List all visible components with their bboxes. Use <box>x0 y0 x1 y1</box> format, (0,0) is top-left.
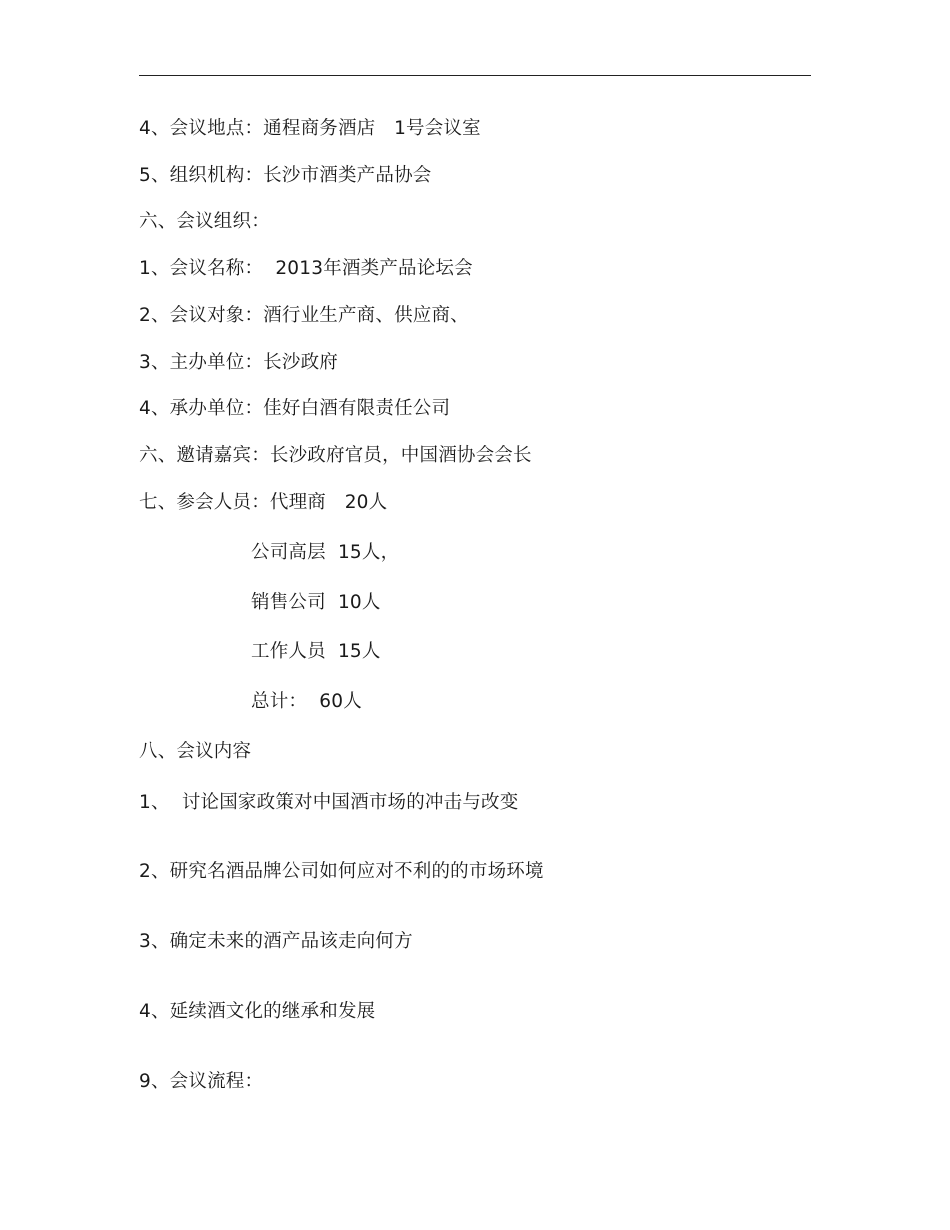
section-meeting-process: 9、会议流程： <box>139 1071 264 1092</box>
organizing-unit: 4、承办单位：佳好白酒有限责任公司 <box>139 398 451 419</box>
content-item-2: 2、研究名酒品牌公司如何应对不利的的市场环境 <box>139 861 544 882</box>
content-item-4: 4、延续酒文化的继承和发展 <box>139 1001 376 1022</box>
content-item-1: 1、 讨论国家政策对中国酒市场的冲击与改变 <box>139 792 519 813</box>
section-meeting-organization: 六、会议组织： <box>139 211 270 232</box>
attendees-executives: 公司高层 15人， <box>251 542 400 563</box>
attendees-staff: 工作人员 15人 <box>251 641 381 662</box>
attendees-total: 总计： 60人 <box>251 691 362 712</box>
meeting-audience: 2、会议对象：酒行业生产商、供应商、 <box>139 305 469 326</box>
meeting-location: 4、会议地点：通程商务酒店 1号会议室 <box>139 118 481 139</box>
section-meeting-content: 八、会议内容 <box>139 741 252 762</box>
attendees-sales: 销售公司 10人 <box>251 592 381 613</box>
host-unit: 3、主办单位：长沙政府 <box>139 352 338 373</box>
header-rule <box>139 75 811 76</box>
invited-guests: 六、邀请嘉宾：长沙政府官员，中国酒协会会长 <box>139 445 532 466</box>
organizer: 5、组织机构：长沙市酒类产品协会 <box>139 165 432 186</box>
content-item-3: 3、确定未来的酒产品该走向何方 <box>139 931 413 952</box>
attendees-agents: 七、参会人员：代理商 20人 <box>139 492 388 513</box>
meeting-name: 1、会议名称： 2013年酒类产品论坛会 <box>139 258 473 279</box>
